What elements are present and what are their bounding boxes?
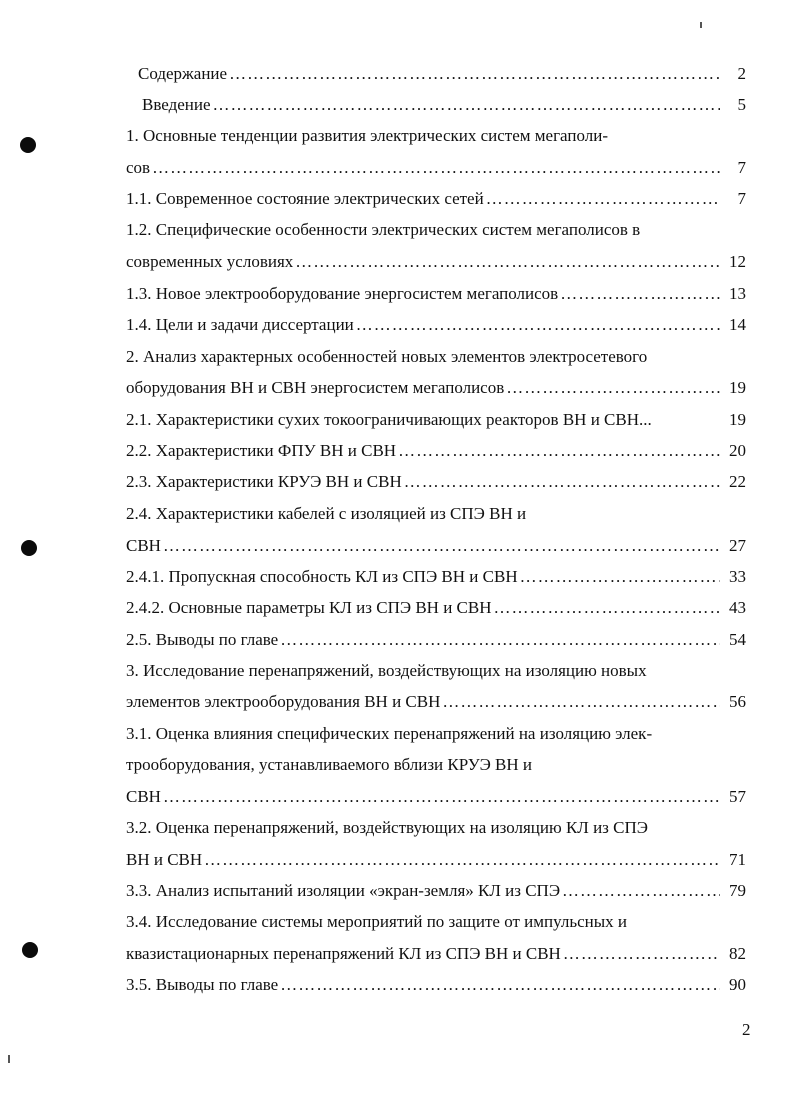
toc-entry-page: 19 (729, 378, 746, 397)
toc-entry-title: 1.3. Новое электрооборудование энергосистем мегаполисов (126, 284, 559, 303)
toc-entry-page: 56 (729, 692, 746, 711)
toc-entry-title: ВН и СВН (126, 850, 203, 869)
toc-leader (204, 848, 720, 872)
toc-entry-title: 2.3. Характеристики КРУЭ ВН и СВН (126, 472, 402, 491)
toc-entry-line: 3.4. Исследование системы мероприятий по защите от импульсных и (126, 912, 628, 931)
toc-entry-line: 1.2. Специфические особенности электрических систем мегаполисов в (126, 220, 641, 239)
toc-entry-page: 79 (729, 881, 746, 900)
toc-entry-title: 2.1. Характеристики сухих токоограничивающих реакторов ВН и СВН... (126, 410, 652, 429)
toc-entry-page: 27 (729, 536, 746, 555)
toc-entry (126, 973, 746, 997)
toc-entry-line: трооборудования, устанавливаемого вблизи КРУЭ ВН и (126, 755, 532, 774)
toc-entry-line: 2.4. Характеристики кабелей с изоляцией из СПЭ ВН и (126, 504, 527, 523)
toc-entry-title: СВН (126, 787, 161, 806)
toc-entry (126, 848, 746, 872)
toc-leader (280, 628, 720, 652)
toc-entry-page: 54 (729, 630, 746, 649)
toc-entry-line: 3. Исследование перенапряжений, воздействующих на изоляцию новых (126, 661, 647, 680)
toc-entry (126, 879, 746, 903)
punch-hole-top (20, 137, 36, 153)
toc-leader (520, 565, 720, 589)
toc-entry (126, 596, 746, 620)
toc-entry (126, 534, 746, 558)
toc-entry-page: 12 (729, 252, 746, 271)
toc-leader (442, 690, 720, 714)
toc-leader (404, 470, 720, 494)
toc-leader (494, 596, 721, 620)
toc-entry-page: 5 (737, 95, 746, 114)
toc-entry-line: 2. Анализ характерных особенностей новых элементов электросетевого (126, 347, 648, 366)
toc-entry-title: современных условиях (126, 252, 294, 271)
toc-entry (126, 187, 746, 211)
toc-leader (295, 250, 720, 274)
toc-leader (229, 62, 720, 86)
toc-leader (486, 187, 720, 211)
toc-entry-title: 2.2. Характеристики ФПУ ВН и СВН (126, 441, 397, 460)
toc-leader (356, 313, 720, 337)
toc-entry-title: 2.5. Выводы по главе (126, 630, 279, 649)
toc-entry-title: 2.4.2. Основные параметры КЛ из СПЭ ВН и СВН (126, 598, 492, 617)
toc-entry-title: Введение (142, 95, 211, 114)
page-number: 2 (742, 1020, 751, 1039)
toc-entry-page: 71 (729, 850, 746, 869)
punch-hole-bottom (22, 942, 38, 958)
toc-entry-page: 57 (729, 787, 746, 806)
toc-entry (126, 156, 746, 180)
punch-hole-middle (21, 540, 37, 556)
toc-entry-title: 2.4.1. Пропускная способность КЛ из СПЭ ВН и СВН (126, 567, 518, 586)
toc-entry-title: 1.1. Современное состояние электрических сетей (126, 189, 484, 208)
toc-entry (126, 282, 746, 306)
toc-entry-page: 2 (737, 64, 746, 83)
toc-entry-title: 3.3. Анализ испытаний изоляции «экран-земля» КЛ из СПЭ (126, 881, 561, 900)
toc-entry (126, 565, 746, 589)
toc-entry-title: оборудования ВН и СВН энергосистем мегаполисов (126, 378, 505, 397)
toc-entry (126, 785, 746, 809)
toc-leader (560, 282, 720, 306)
toc-entry-title: сов (126, 158, 151, 177)
toc-entry-page: 82 (729, 944, 746, 963)
toc-entry-line: 1. Основные тенденции развития электрических систем мегаполи- (126, 126, 608, 145)
toc-leader (213, 93, 720, 117)
toc-entry (126, 439, 746, 463)
toc-entry-page: 7 (737, 158, 746, 177)
toc-entry-line: 3.2. Оценка перенапряжений, воздействующих на изоляцию КЛ из СПЭ (126, 818, 648, 837)
toc-entry-title: элементов электрооборудования ВН и СВН (126, 692, 441, 711)
toc-leader (506, 376, 720, 400)
toc-entry (126, 942, 746, 966)
toc-entry-line: 3.1. Оценка влияния специфических перенапряжений на изоляцию элек- (126, 724, 653, 743)
scan-speck (8, 1055, 10, 1063)
toc-entry-title: СВН (126, 536, 161, 555)
toc-leader (163, 534, 720, 558)
toc-leader (280, 973, 720, 997)
toc-leader (562, 879, 720, 903)
toc-leader (563, 942, 720, 966)
toc-entry-title: квазистационарных перенапряжений КЛ из СПЭ ВН и СВН (126, 944, 561, 963)
toc-entry (126, 93, 746, 117)
toc-entry (126, 408, 746, 432)
toc-entry-page: 90 (729, 975, 746, 994)
toc-entry-page: 22 (729, 472, 746, 491)
toc-entry-page: 14 (729, 315, 746, 334)
toc-entry (126, 690, 746, 714)
toc-entry-page: 19 (729, 410, 746, 429)
toc-entry-page: 33 (729, 567, 746, 586)
toc-entry-page: 43 (729, 598, 746, 617)
toc-entry (126, 470, 746, 494)
toc-leader (163, 785, 720, 809)
toc-entry-page: 20 (729, 441, 746, 460)
toc-entry-title: 3.5. Выводы по главе (126, 975, 279, 994)
toc-entry (126, 376, 746, 400)
toc-leader (398, 439, 720, 463)
toc-entry-page: 13 (729, 284, 746, 303)
toc-leader (152, 156, 720, 180)
toc-entry-page: 7 (737, 189, 746, 208)
toc-entry (126, 313, 746, 337)
toc-entry (126, 62, 746, 86)
toc-entry (126, 250, 746, 274)
scan-speck (700, 22, 702, 28)
toc-entry (126, 628, 746, 652)
toc-entry-title: Содержание (138, 64, 228, 83)
toc-entry-title: 1.4. Цели и задачи диссертации (126, 315, 354, 334)
